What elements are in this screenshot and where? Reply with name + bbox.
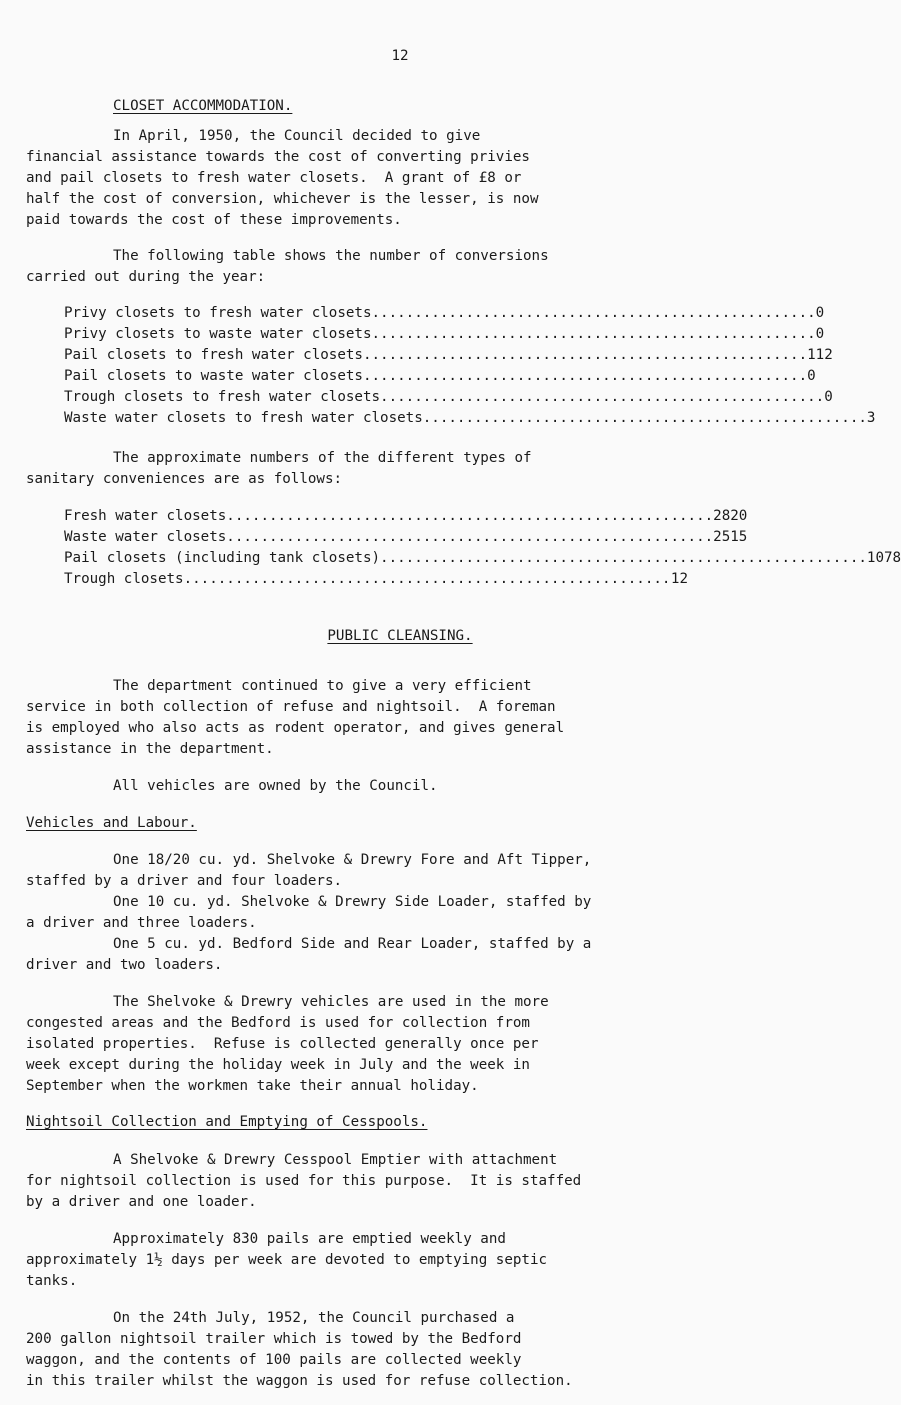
text-line: staffed by a driver and four loaders. bbox=[26, 873, 343, 889]
text-line: tanks. bbox=[26, 1273, 78, 1289]
table-row: Waste water closets to fresh water closets .................................................... 3 bbox=[64, 410, 876, 426]
text-line: 200 gallon nightsoil trailer which is towed by the Bedford bbox=[26, 1331, 522, 1347]
table-row: Fresh water closets ......................................................... 2820 bbox=[64, 508, 748, 524]
row-value: 2515 bbox=[713, 529, 748, 545]
text-line: One 5 cu. yd. Bedford Side and Rear Loader, staffed by a bbox=[113, 936, 592, 952]
text-line: week except during the holiday week in July and the week in bbox=[26, 1057, 530, 1073]
row-value: 0 bbox=[824, 389, 833, 405]
text-line: by a driver and one loader. bbox=[26, 1194, 257, 1210]
table-row: Waste water closets ......................................................... 2515 bbox=[64, 529, 748, 545]
row-value: 0 bbox=[815, 326, 825, 342]
row-value: 0 bbox=[815, 305, 825, 321]
nightsoil-heading: Nightsoil Collection and Emptying of Cesspools. bbox=[26, 1114, 428, 1130]
text-line: One 10 cu. yd. Shelvoke & Drewry Side Loader, staffed by bbox=[113, 894, 592, 910]
row-label: Fresh water closets bbox=[64, 508, 227, 524]
row-value: 0 bbox=[807, 368, 816, 384]
row-label: Pail closets to waste water closets bbox=[64, 368, 363, 384]
row-label: Privy closets to fresh water closets bbox=[64, 305, 372, 321]
text-line: half the cost of conversion, whichever is the lesser, is now bbox=[26, 191, 539, 207]
row-value: 112 bbox=[807, 347, 833, 363]
table-row: Trough closets ......................................................... 12 bbox=[64, 571, 688, 587]
text-line: in this trailer whilst the waggon is used for refuse collection. bbox=[26, 1373, 573, 1389]
table-row: Pail closets to waste water closets .................................................... 0 bbox=[64, 368, 816, 384]
text-line: The Shelvoke & Drewry vehicles are used in the more bbox=[113, 994, 549, 1010]
text-line: financial assistance towards the cost of converting privies bbox=[26, 149, 530, 165]
text-line: paid towards the cost of these improvements. bbox=[26, 212, 402, 228]
row-label: Waste water closets to fresh water closets bbox=[64, 410, 423, 426]
text-line: One 18/20 cu. yd. Shelvoke & Drewry Fore and Aft Tipper, bbox=[113, 852, 592, 868]
text-line: A Shelvoke & Drewry Cesspool Emptier with attachment bbox=[113, 1152, 558, 1168]
text-line: and pail closets to fresh water closets. A grant of £8 or bbox=[26, 170, 522, 186]
vehicles-heading: Vehicles and Labour. bbox=[26, 815, 197, 831]
row-value: 1078 bbox=[866, 550, 901, 566]
text-line: for nightsoil collection is used for this purpose. It is staffed bbox=[26, 1173, 582, 1189]
page-number: 12 bbox=[391, 48, 409, 64]
table-row: Pail closets to fresh water closets .................................................... 112 bbox=[64, 347, 833, 363]
row-value: 12 bbox=[670, 571, 688, 587]
text-line: carried out during the year: bbox=[26, 269, 266, 285]
text-line: The following table shows the number of conversions bbox=[113, 248, 549, 264]
text-line: On the 24th July, 1952, the Council purchased a bbox=[113, 1310, 515, 1326]
text-line: September when the workmen take their annual holiday. bbox=[26, 1078, 479, 1094]
text-line: isolated properties. Refuse is collected generally once per bbox=[26, 1036, 539, 1052]
row-label: Waste water closets bbox=[64, 529, 227, 545]
row-label: Trough closets bbox=[64, 571, 184, 587]
text-line: sanitary conveniences are as follows: bbox=[26, 471, 343, 487]
text-line: driver and two loaders. bbox=[26, 957, 223, 973]
row-label: Trough closets to fresh water closets bbox=[64, 389, 381, 405]
cleansing-para-2: All vehicles are owned by the Council. bbox=[113, 778, 438, 794]
closet-heading: CLOSET ACCOMMODATION. bbox=[113, 98, 293, 114]
text-line: is employed who also acts as rodent operator, and gives general bbox=[26, 720, 565, 736]
cleansing-heading: PUBLIC CLEANSING. bbox=[327, 628, 473, 644]
table-row: Privy closets to fresh water closets .................................................... 0 bbox=[64, 305, 825, 321]
table-row: Privy closets to waste water closets .................................................... 0 bbox=[64, 326, 825, 342]
text-line: The approximate numbers of the different types of bbox=[113, 450, 532, 466]
row-value: 3 bbox=[866, 410, 876, 426]
text-line: In April, 1950, the Council decided to give bbox=[113, 128, 481, 144]
text-line: waggon, and the contents of 100 pails are collected weekly bbox=[26, 1352, 522, 1368]
text-line: service in both collection of refuse and nightsoil. A foreman bbox=[26, 699, 556, 715]
text-line: congested areas and the Bedford is used for collection from bbox=[26, 1015, 530, 1031]
table-row: Trough closets to fresh water closets .................................................... 0 bbox=[64, 389, 833, 405]
text-line: Approximately 830 pails are emptied weekly and bbox=[113, 1231, 506, 1247]
table-row: Pail closets (including tank closets) ......................................................... 1078 bbox=[64, 550, 901, 566]
text-line: The department continued to give a very efficient bbox=[113, 678, 532, 694]
text-line: assistance in the department. bbox=[26, 741, 274, 757]
row-value: 2820 bbox=[713, 508, 748, 524]
text-line: approximately 1½ days per week are devoted to emptying septic bbox=[26, 1252, 548, 1268]
row-label: Pail closets to fresh water closets bbox=[64, 347, 363, 363]
text-line: a driver and three loaders. bbox=[26, 915, 257, 931]
row-label: Privy closets to waste water closets bbox=[64, 326, 372, 342]
row-label: Pail closets (including tank closets) bbox=[64, 550, 381, 566]
